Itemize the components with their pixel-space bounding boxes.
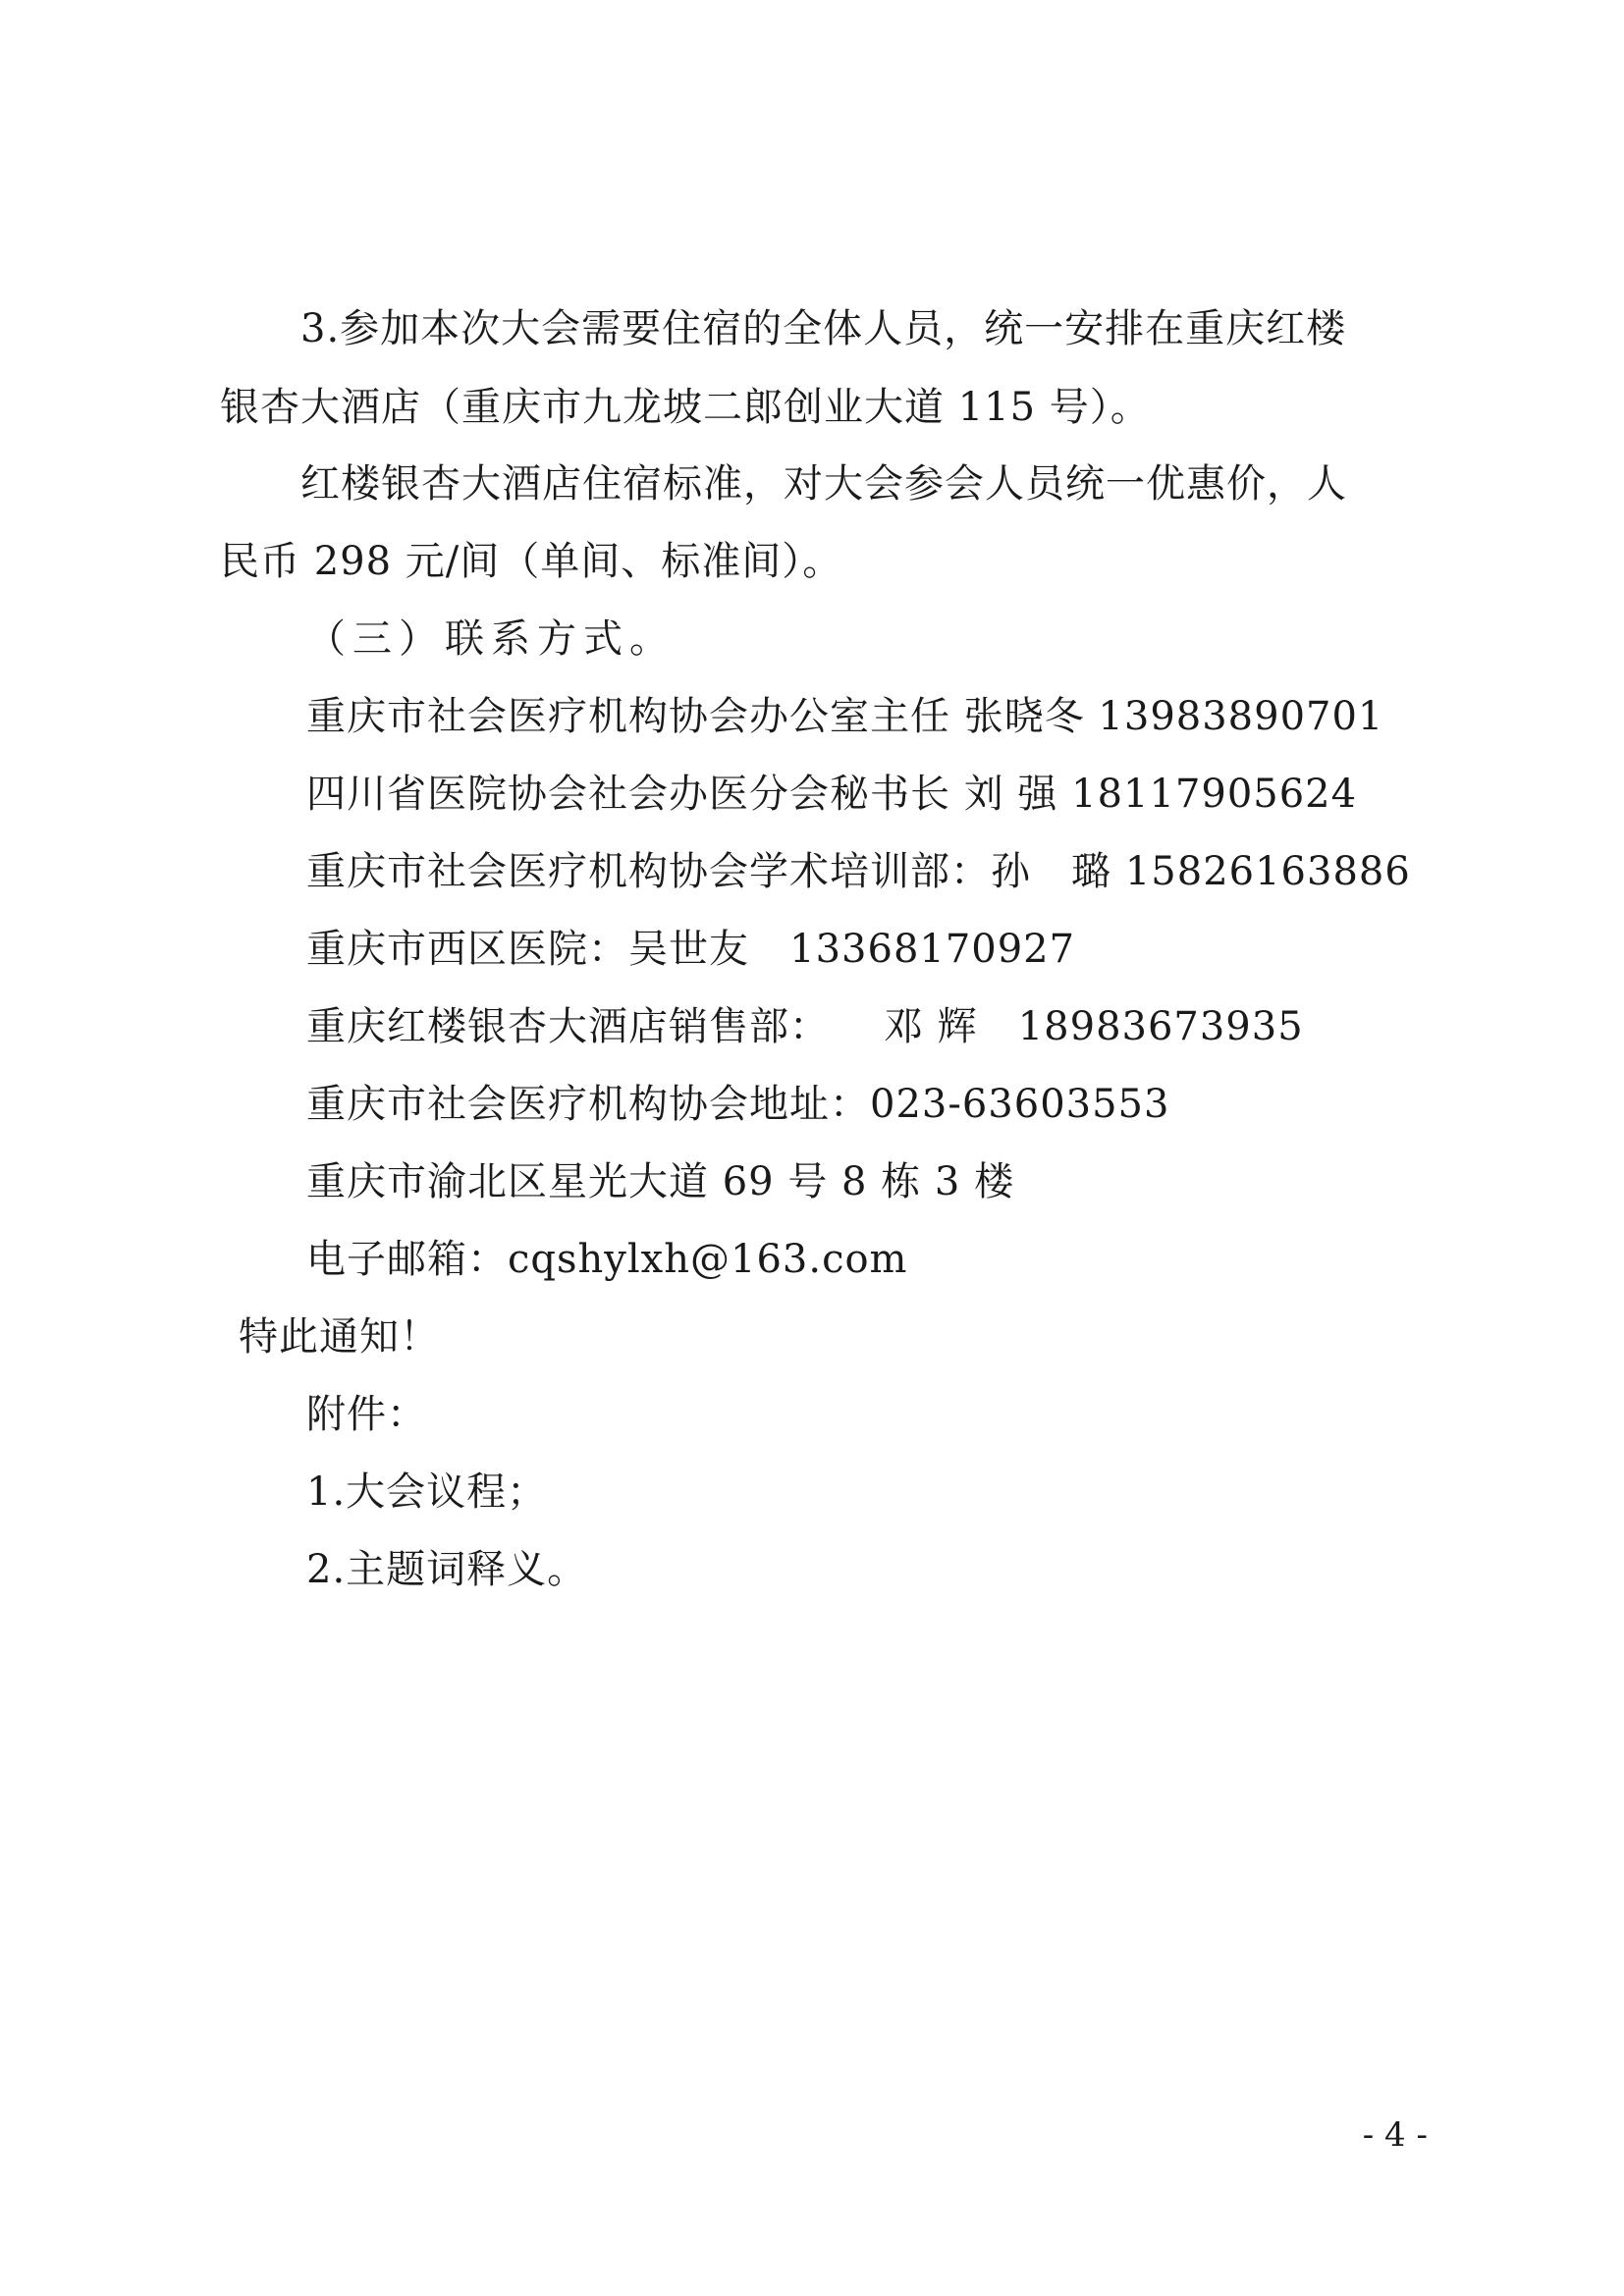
contact-line: 重庆市社会医疗机构协会学术培训部：孙 璐 15826163886 bbox=[306, 849, 1411, 894]
attachments-label: 附件： bbox=[306, 1392, 427, 1437]
contact-line: 重庆市社会医疗机构协会办公室主任 张晓冬 13983890701 bbox=[306, 694, 1384, 739]
closing-line: 特此通知！ bbox=[239, 1314, 440, 1360]
contact-line: 重庆市社会医疗机构协会地址：023-63603553 bbox=[306, 1082, 1170, 1127]
contact-line: 四川省医院协会社会办医分会秘书长 刘 强 18117905624 bbox=[306, 772, 1358, 817]
attachment-item: 1.大会议程； bbox=[306, 1469, 548, 1515]
contact-line: 重庆市渝北区星光大道 69 号 8 栋 3 楼 bbox=[306, 1159, 1015, 1204]
body-line: 3.参加本次大会需要住宿的全体人员，统一安排在重庆红楼 bbox=[300, 306, 1347, 351]
contact-line: 电子邮箱：cqshylxh@163.com bbox=[306, 1237, 908, 1282]
page-number: - 4 - bbox=[1362, 2115, 1428, 2155]
attachment-item: 2.主题词释义。 bbox=[306, 1547, 588, 1592]
body-line: 红楼银杏大酒店住宿标准，对大会参会人员统一优惠价，人 bbox=[300, 461, 1347, 507]
section-heading: （三）联系方式。 bbox=[306, 616, 676, 662]
contact-line: 重庆市西区医院：吴世友 13368170927 bbox=[306, 927, 1076, 972]
body-line: 民币 298 元/间（单间、标准间）。 bbox=[220, 539, 843, 584]
contact-line: 重庆红楼银杏大酒店销售部： 邓 辉 18983673935 bbox=[306, 1004, 1304, 1049]
body-line: 银杏大酒店（重庆市九龙坡二郎创业大道 115 号）。 bbox=[220, 385, 1151, 430]
